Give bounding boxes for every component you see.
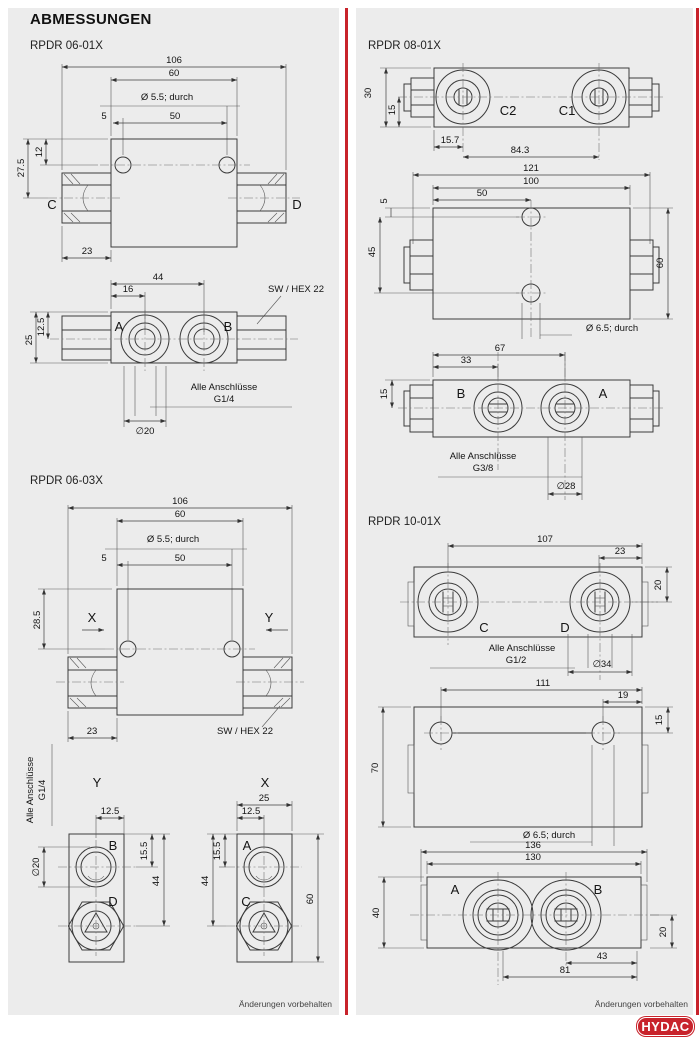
dim-5: 5	[379, 198, 390, 204]
port-label-a: A	[450, 882, 460, 897]
dim-28-5: 28.5	[32, 610, 43, 630]
dim-5: 5	[101, 111, 107, 122]
dim-50: 50	[174, 553, 186, 564]
dim-40: 40	[371, 907, 382, 919]
dim-50: 50	[169, 111, 181, 122]
drawing-0601x-top-view	[16, 55, 302, 262]
dim-dia28: ∅28	[556, 481, 576, 492]
port-label-b: B	[456, 386, 466, 401]
drawing-1001x-side-view	[400, 534, 672, 680]
plug-label-d: D	[108, 894, 118, 909]
dim-67: 67	[494, 343, 506, 354]
ports-note-line1: Alle Anschlüsse	[488, 643, 556, 654]
dim-dia34: ∅34	[592, 659, 612, 670]
view-label-x: X	[260, 775, 270, 790]
hex-note: SW / HEX 22	[268, 284, 324, 295]
ports-note-line2: G3/8	[472, 463, 494, 474]
dim-15-7: 15.7	[440, 135, 460, 146]
dim-60: 60	[174, 509, 186, 520]
dim-33: 33	[460, 355, 472, 366]
dim-44: 44	[152, 272, 164, 283]
dim-106: 106	[172, 496, 188, 507]
drawing-0801x-top-view	[367, 163, 673, 339]
dim-23: 23	[81, 246, 93, 257]
section-label-rpdr-06-03x: RPDR 06-03X	[30, 475, 103, 487]
dim-107: 107	[537, 534, 553, 545]
plug-label-c: C	[241, 894, 251, 909]
port-label-b: B	[223, 319, 233, 334]
dim-15: 15	[387, 104, 398, 116]
dim-130: 130	[525, 852, 541, 863]
dim-50: 50	[476, 188, 488, 199]
port-label-d: D	[560, 620, 570, 635]
page-title: ABMESSUNGEN	[30, 11, 152, 28]
ports-note-line2: G1/4	[213, 394, 235, 405]
dim-23: 23	[614, 546, 626, 557]
dim-45: 45	[367, 246, 378, 258]
dim-12-5: 12.5	[100, 806, 120, 817]
dim-12-5: 12.5	[241, 806, 261, 817]
dim-5: 5	[101, 553, 107, 564]
dim-15-5: 15.5	[139, 841, 150, 861]
dim-60: 60	[168, 68, 180, 79]
dim-20: 20	[653, 579, 664, 591]
ports-note-line1: Alle Anschlüsse	[449, 451, 517, 462]
port-label-a: A	[242, 838, 252, 853]
view-label-x: X	[87, 610, 97, 625]
ports-note-line2: G1/4	[37, 779, 48, 801]
drawing-0603x-top-view	[32, 496, 304, 742]
ports-note-line1: Alle Anschlüsse	[190, 382, 258, 393]
port-label-b: B	[593, 882, 603, 897]
change-note-right: Änderungen vorbehalten	[594, 999, 688, 1009]
dim-19: 19	[617, 690, 629, 701]
section-label-rpdr-08-01x: RPDR 08-01X	[368, 40, 441, 52]
dim-111: 111	[535, 678, 551, 689]
dim-30: 30	[363, 87, 374, 99]
hole-note: Ø 6.5; durch	[522, 830, 576, 841]
port-label-d: D	[292, 197, 302, 212]
dim-136: 136	[525, 840, 541, 851]
dim-16: 16	[122, 284, 134, 295]
drawing-1001x-top-view	[370, 678, 673, 846]
dim-70: 70	[370, 762, 381, 774]
port-label-a: A	[598, 386, 608, 401]
port-label-c1: C1	[558, 103, 576, 118]
dim-60: 60	[305, 893, 316, 905]
dim-84-3: 84.3	[510, 145, 530, 156]
dim-44: 44	[151, 875, 162, 887]
hole-note: Ø 5.5; durch	[146, 534, 200, 545]
view-label-y: Y	[92, 775, 102, 790]
dim-81: 81	[559, 965, 571, 976]
port-label-a: A	[114, 319, 124, 334]
hydac-logo: HYDAC	[636, 1016, 695, 1037]
port-label-c: C	[47, 197, 57, 212]
section-label-rpdr-06-01x: RPDR 06-01X	[30, 40, 103, 52]
hole-note: Ø 5.5; durch	[140, 92, 194, 103]
dim-44: 44	[200, 875, 211, 887]
section-label-rpdr-10-01x: RPDR 10-01X	[368, 516, 441, 528]
drawing-1001x-port-view	[371, 840, 677, 985]
hex-note: SW / HEX 22	[217, 726, 273, 737]
port-label-c2: C2	[499, 103, 517, 118]
dim-121: 121	[523, 163, 539, 174]
dim-25: 25	[24, 334, 35, 346]
dim-100: 100	[523, 176, 539, 187]
dim-60: 60	[655, 257, 666, 269]
change-note-left: Änderungen vorbehalten	[238, 999, 332, 1009]
hole-note: Ø 6.5; durch	[585, 323, 639, 334]
dim-106: 106	[166, 55, 182, 66]
view-label-y: Y	[264, 610, 274, 625]
dim-20: 20	[658, 926, 669, 938]
dim-15: 15	[654, 714, 665, 726]
dim-12-5: 12.5	[36, 317, 47, 337]
dim-dia20: ∅20	[31, 857, 42, 877]
dim-25: 25	[258, 793, 270, 804]
port-label-c: C	[479, 620, 489, 635]
ports-note-line2: G1/2	[505, 655, 527, 666]
drawing-0601x-port-view	[24, 272, 324, 437]
ports-note-line1: Alle Anschlüsse	[25, 756, 36, 824]
dim-43: 43	[596, 951, 608, 962]
dim-27-5: 27.5	[16, 158, 27, 178]
dim-dia20: ∅20	[135, 426, 155, 437]
drawing-0801x-side-view	[363, 63, 664, 160]
dim-12: 12	[34, 146, 45, 158]
dim-15-5: 15.5	[212, 841, 223, 861]
drawing-0603x-end-views	[25, 744, 324, 962]
drawing-0801x-port-view	[379, 343, 664, 500]
port-label-b: B	[108, 838, 118, 853]
dim-15: 15	[379, 388, 390, 400]
dim-23: 23	[86, 726, 98, 737]
